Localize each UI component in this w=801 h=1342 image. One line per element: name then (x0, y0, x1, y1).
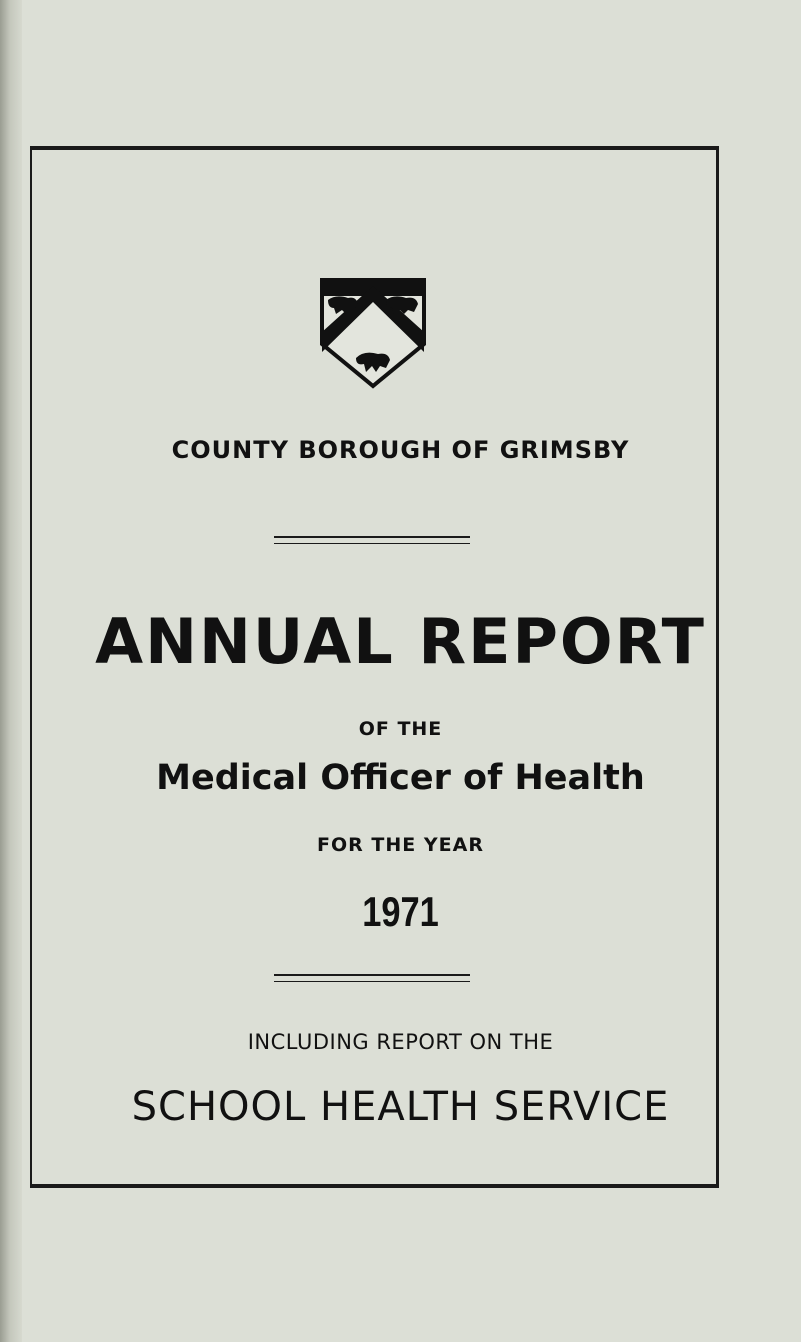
for-the-year-label: FOR THE YEAR (317, 834, 484, 856)
including-label: INCLUDING REPORT ON THE (247, 1030, 554, 1054)
of-the-label: OF THE (358, 718, 443, 740)
coat-of-arms-icon (318, 274, 428, 394)
report-title: ANNUAL REPORT (95, 605, 706, 678)
divider-rule-bottom (274, 974, 470, 982)
service-title: SCHOOL HEALTH SERVICE (131, 1084, 670, 1130)
council-name: COUNTY BOROUGH OF GRIMSBY (171, 436, 630, 464)
report-year: 1971 (362, 888, 439, 935)
officer-title: Medical Officer of Health (156, 758, 645, 798)
divider-rule-top (274, 536, 470, 544)
